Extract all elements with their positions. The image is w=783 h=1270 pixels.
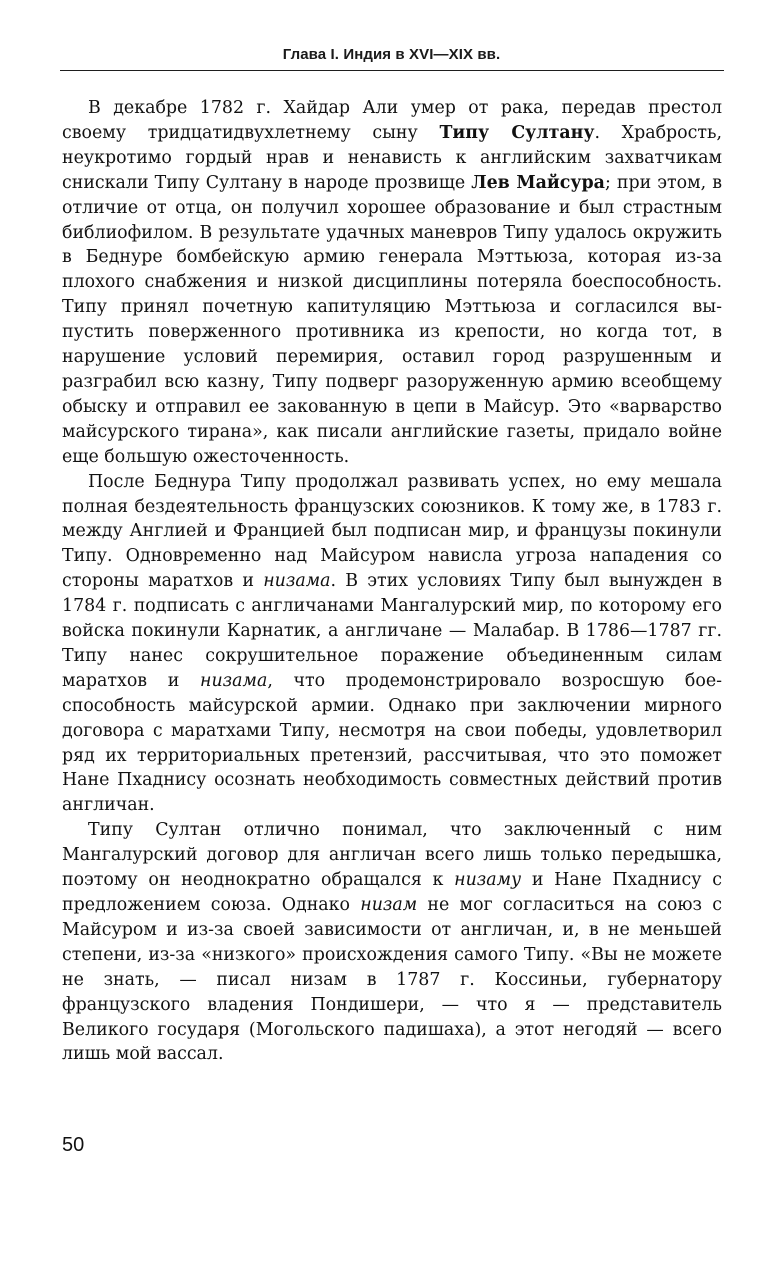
text-run: и Нане Пхаднису с предложением союза. Однако bbox=[62, 870, 722, 915]
text-run: В декабре 1782 г. Хайдар Али умер от рака, передав престол своему тридцатидвухлетнему сыну bbox=[62, 98, 722, 143]
page-body bbox=[62, 96, 722, 1067]
page-number: 50 bbox=[62, 1134, 85, 1156]
paragraph bbox=[62, 470, 722, 819]
italic-term: низама bbox=[263, 571, 331, 592]
running-head: Глава I. Индия в XVI—XIX вв. bbox=[282, 46, 501, 63]
italic-term: низаму bbox=[454, 870, 522, 891]
text-run: . Храбрость, неукротимо гордый нрав и ненависть к английским захватчикам снискали Типу Султану в народе прозвище bbox=[62, 122, 722, 193]
italic-term: низам bbox=[360, 895, 418, 915]
text-run: Типу Султан отлично понимал, что заключенный с ним Мангалурский договор для англичан всего лишь только передышка, поэтому он неоднократно обращался к bbox=[62, 820, 722, 891]
text-run: После Беднура Типу продолжал развивать успех, но ему мешала полная бездеятельность французских союзников. К тому же, в 1783 г. между Англией и Францией был подписан мир, и французы покинули Типу. Одновременно над Майсуром нависла угроза нападения со стороны маратхов и bbox=[62, 471, 722, 592]
bold-term: Лев Майсура bbox=[471, 172, 605, 193]
text-run: , что продемонстрировало возросшую боеспособность майсурской армии. Однако при заключении мирного договора с маратхами Типу, несмотря на свои победы, удовлетворил ряд их территориальных претензий, рассчитывая, что это поможет Нане Пхаднису осознать необходимость совместных действий против англичан. bbox=[62, 670, 722, 816]
text-run: не мог согласиться на союз с Майсуром и из-за своей зависимости от англичан, и, в не меньшей степени, из-за «низкого» происхождения самого Типу. «Вы не можете не знать, — писал низам в 1787 г. Коссиньи, губернатору французского владения Пондишери, — что я — представитель Великого государя (Могольского падишаха), а этот негодяй — всего лишь мой вассал. bbox=[62, 895, 723, 1065]
header-rule bbox=[60, 70, 724, 71]
paragraph bbox=[62, 96, 722, 470]
text-run: ; при этом, в отличие от отца, он получил хорошее образование и был страстным библиофилом. В результате удачных маневров Типу удалось окружить в Беднуре бомбейскую армию генерала Мэттьюза, которая из-за плохого снабжения и низкой дисциплины потеряла боеспособность. Типу принял почетную капитуляцию Мэттьюза и согласился выпустить поверженного противника из крепости, но когда тот, в нарушение условий перемирия, оставил город разрушенным и разграбил всю казну, Типу подверг разоруженную армию всеобщему обыску и отправил ее закованную в цепи в Майсур. Это «варварство майсурского тирана», как писали английские газеты, придало войне еще большую ожесточенность. bbox=[62, 172, 722, 467]
text-run: . В этих условиях Типу был вынужден в 1784 г. подписать с англичанами Мангалурский мир, по которому его войска покинули Карнатик, а англичане — Малабар. В 1786—1787 гг. Типу нанес сокрушительное поражение объединенным силам маратхов и bbox=[62, 571, 722, 691]
paragraph bbox=[62, 818, 722, 1067]
italic-term: низама bbox=[200, 670, 268, 691]
bold-term: Типу Султану bbox=[439, 122, 595, 143]
